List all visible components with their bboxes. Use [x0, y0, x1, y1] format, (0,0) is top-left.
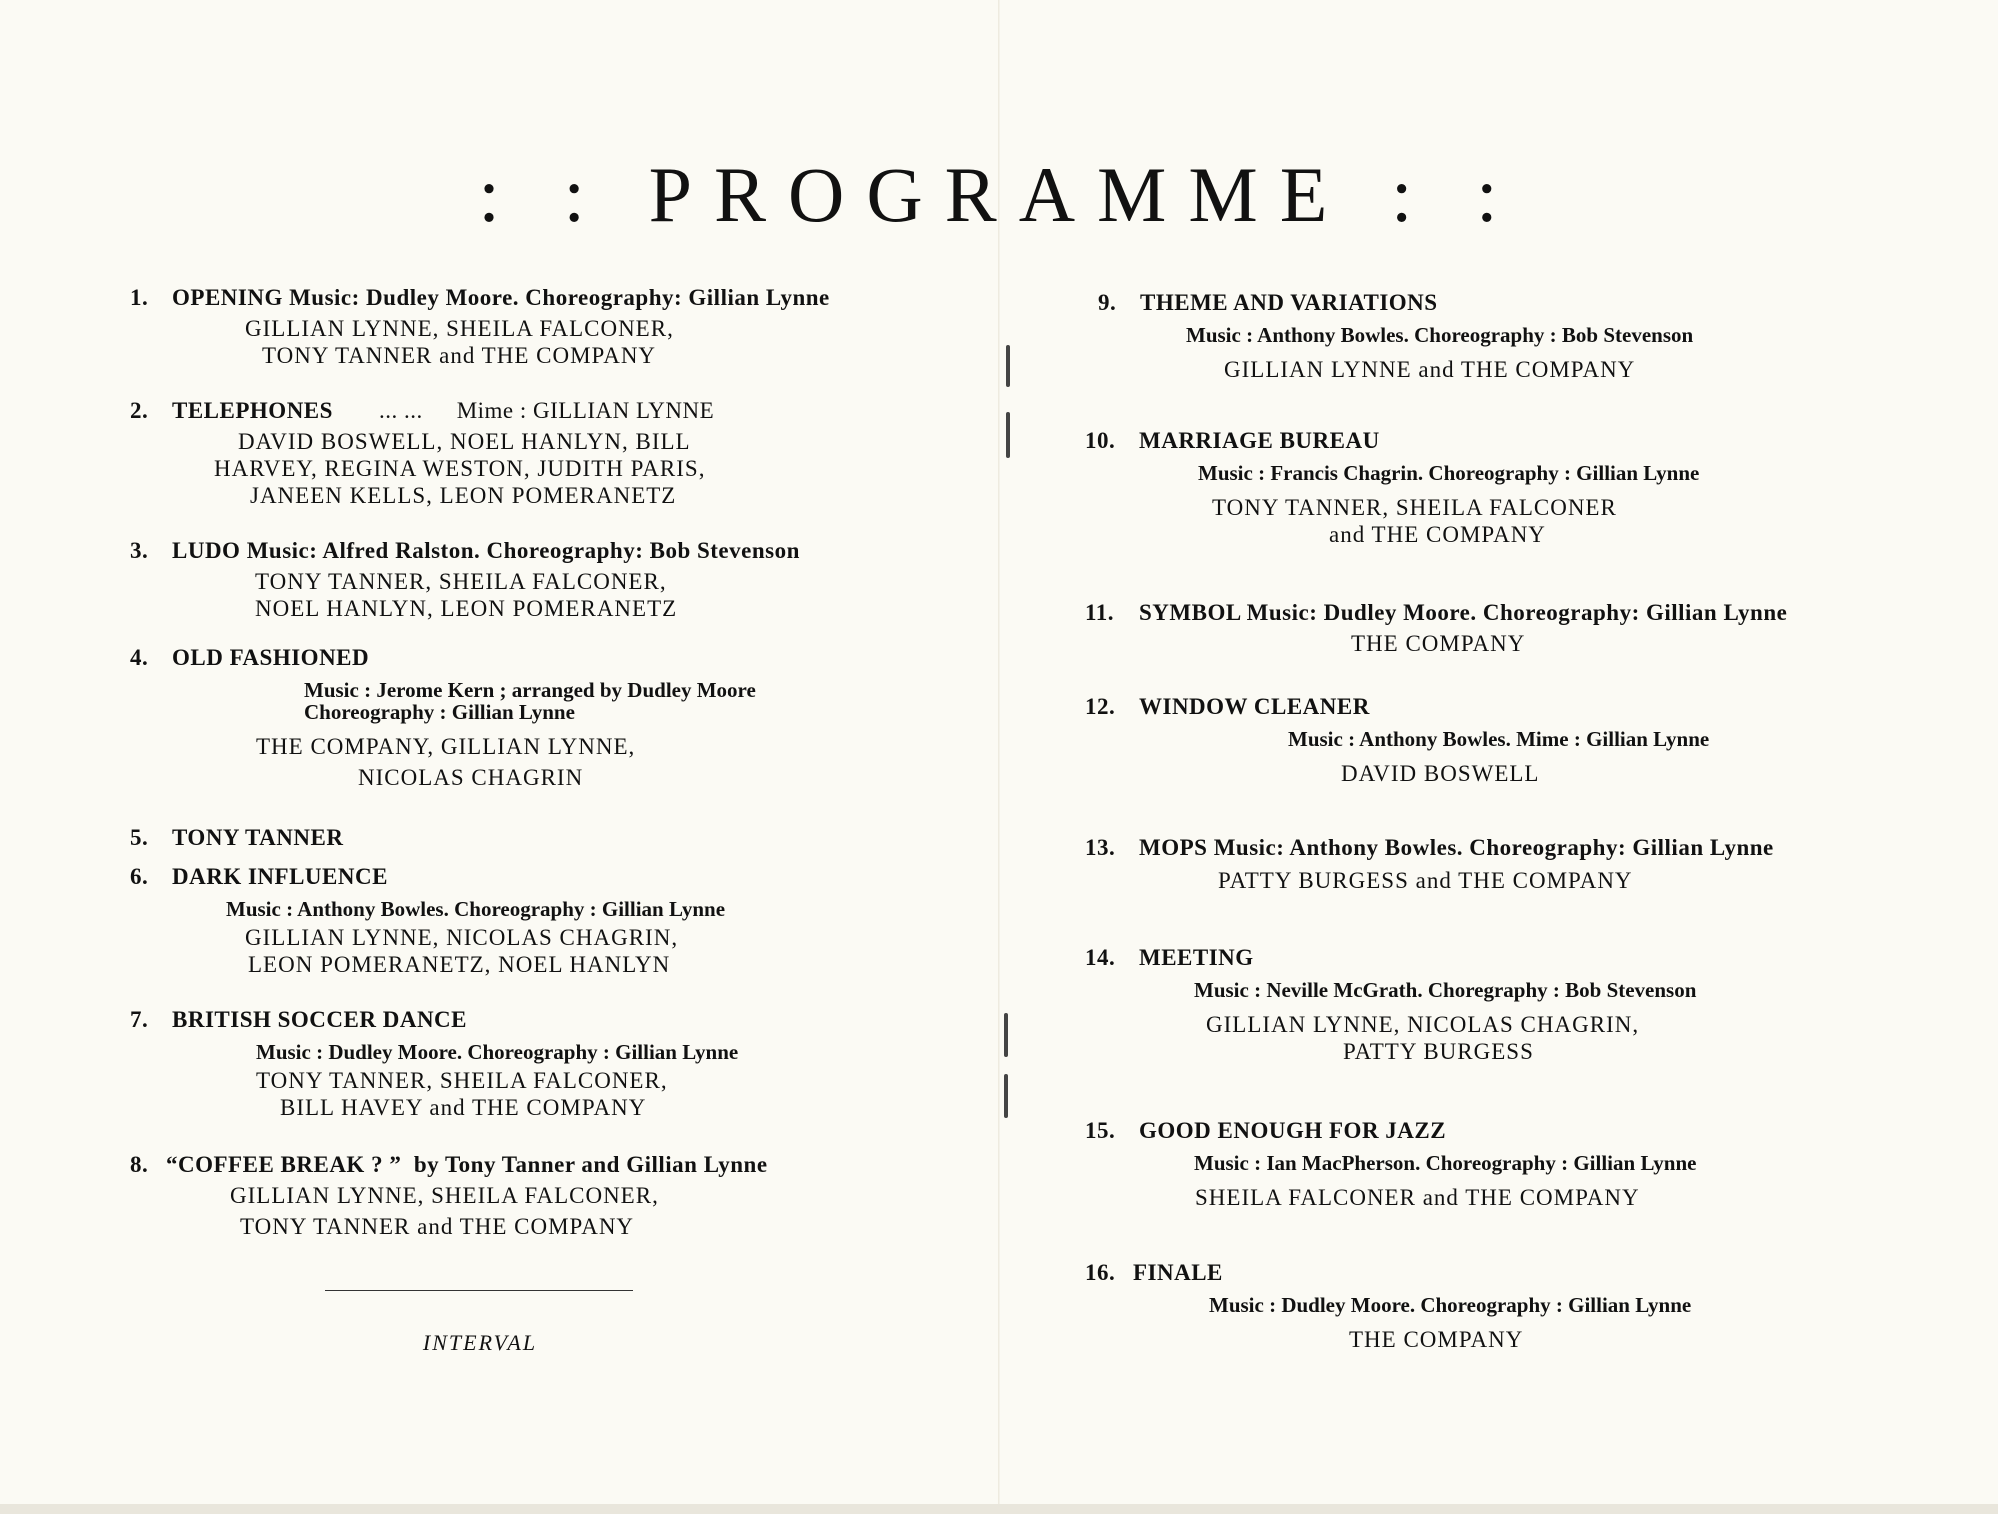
binding-mark [1004, 1074, 1008, 1118]
item-number: 11. [1085, 600, 1114, 625]
item-number: 7. [130, 1007, 149, 1032]
item-heading: SYMBOL Music: Dudley Moore. Choreography: Gillian Lynne [1139, 600, 1788, 625]
programme-item-4 [130, 645, 756, 791]
cast-line: TONY TANNER, SHEILA FALCONER [1212, 495, 1617, 520]
cast-line: NICOLAS CHAGRIN [358, 765, 584, 790]
programme-item-6 [130, 864, 725, 978]
programme-item-8 [130, 1152, 768, 1240]
credit-line: Music : Neville McGrath. Choregraphy : Bob Stevenson [1194, 978, 1697, 1002]
item-heading: OLD FASHIONED [172, 645, 370, 670]
item-number: 10. [1085, 428, 1116, 453]
programme-item-9 [1098, 290, 1693, 383]
cast-line: GILLIAN LYNNE and THE COMPANY [1224, 357, 1636, 382]
programme-item-15 [1085, 1118, 1696, 1211]
cast-line: TONY TANNER, SHEILA FALCONER, [255, 569, 667, 594]
item-heading: FINALE [1133, 1260, 1223, 1285]
credit-line: Music : Francis Chagrin. Choreography : Gillian Lynne [1198, 461, 1700, 485]
credit-line: Music : Dudley Moore. Choreography : Gillian Lynne [256, 1040, 739, 1064]
credit-line: Choreography : Gillian Lynne [304, 700, 575, 724]
item-heading: OPENING Music: Dudley Moore. Choreography: Gillian Lynne [172, 285, 830, 310]
item-heading: LUDO Music: Alfred Ralston. Choreography: Bob Stevenson [172, 538, 800, 563]
cast-line: NOEL HANLYN, LEON POMERANETZ [255, 596, 678, 621]
item-heading: “COFFEE BREAK ? ” by Tony Tanner and Gillian Lynne [166, 1152, 768, 1177]
item-heading: DARK INFLUENCE [172, 864, 388, 889]
leader-dots: ... ... [378, 398, 423, 423]
item-number: 12. [1085, 694, 1116, 719]
cast-line: TONY TANNER and THE COMPANY [240, 1214, 635, 1239]
mime-credit: Mime : GILLIAN LYNNE [456, 398, 715, 423]
binding-mark [1004, 1013, 1008, 1057]
cast-line: PATTY BURGESS [1343, 1039, 1534, 1064]
programme-item-3 [130, 538, 800, 622]
credit-line: Music : Anthony Bowles. Choreography : Gillian Lynne [226, 897, 726, 921]
item-heading: WINDOW CLEANER [1139, 694, 1370, 719]
interval-rule [325, 1290, 633, 1291]
programme-item-1 [130, 285, 830, 369]
credit-line: Music : Jerome Kern ; arranged by Dudley Moore [304, 678, 756, 702]
credit-line: Music : Dudley Moore. Choreography : Gillian Lynne [1209, 1293, 1692, 1317]
cast-line: GILLIAN LYNNE, NICOLAS CHAGRIN, [1206, 1012, 1640, 1037]
credit-line: Music : Anthony Bowles. Choreography : Bob Stevenson [1186, 323, 1694, 347]
programme-item-16 [1085, 1260, 1691, 1353]
cast-line: DAVID BOSWELL, NOEL HANLYN, BILL [238, 429, 691, 454]
programme-item-11 [1085, 600, 1787, 657]
item-heading: MEETING [1139, 945, 1254, 970]
page-title: : : PROGRAMME : : [478, 151, 1520, 238]
cast-line: GILLIAN LYNNE, SHEILA FALCONER, [245, 316, 674, 341]
cast-line: SHEILA FALCONER and THE COMPANY [1195, 1185, 1640, 1210]
programme-item-10 [1085, 428, 1699, 548]
cast-line: THE COMPANY, GILLIAN LYNNE, [256, 734, 636, 759]
page-edge [0, 1504, 1998, 1514]
programme-item-5 [130, 825, 343, 851]
item-heading: TELEPHONES [172, 398, 333, 423]
item-number: 13. [1085, 835, 1116, 860]
item-number: 9. [1098, 290, 1117, 315]
item-heading: MARRIAGE BUREAU [1139, 428, 1380, 453]
item-number: 5. [130, 825, 149, 850]
item-number: 2. [130, 398, 149, 423]
programme-item-7 [130, 1007, 738, 1121]
item-number: 4. [130, 645, 149, 670]
cast-line: GILLIAN LYNNE, NICOLAS CHAGRIN, [245, 925, 679, 950]
credit-line: Music : Ian MacPherson. Choreography : Gillian Lynne [1194, 1151, 1697, 1175]
item-number: 3. [130, 538, 149, 563]
item-heading: THEME AND VARIATIONS [1140, 290, 1438, 315]
credit-line: Music : Anthony Bowles. Mime : Gillian Lynne [1288, 727, 1710, 751]
cast-line: HARVEY, REGINA WESTON, JUDITH PARIS, [214, 456, 706, 481]
item-number: 6. [130, 864, 149, 889]
cast-line: TONY TANNER and THE COMPANY [262, 343, 657, 368]
cast-line: BILL HAVEY and THE COMPANY [280, 1095, 647, 1120]
binding-mark [1006, 345, 1010, 387]
item-number: 14. [1085, 945, 1116, 970]
cast-line: LEON POMERANETZ, NOEL HANLYN [248, 952, 671, 977]
cast-line: GILLIAN LYNNE, SHEILA FALCONER, [230, 1183, 659, 1208]
cast-line: JANEEN KELLS, LEON POMERANETZ [250, 483, 677, 508]
item-heading: TONY TANNER [172, 825, 344, 850]
item-heading: MOPS Music: Anthony Bowles. Choreography: Gillian Lynne [1139, 835, 1774, 860]
item-number: 16. [1085, 1260, 1116, 1285]
cast-line: PATTY BURGESS and THE COMPANY [1218, 868, 1633, 893]
cast-line: DAVID BOSWELL [1341, 761, 1540, 786]
cast-line: TONY TANNER, SHEILA FALCONER, [256, 1068, 668, 1093]
programme-item-12 [1085, 694, 1709, 787]
item-number: 8. [130, 1152, 149, 1177]
programme-item-2 [130, 398, 714, 509]
programme-item-13 [1085, 835, 1774, 894]
item-heading: GOOD ENOUGH FOR JAZZ [1139, 1118, 1447, 1143]
binding-mark [1006, 412, 1010, 458]
cast-line: THE COMPANY [1349, 1327, 1524, 1352]
programme-item-14 [1085, 945, 1696, 1065]
item-number: 1. [130, 285, 149, 310]
item-number: 15. [1085, 1118, 1116, 1143]
interval-label: INTERVAL [422, 1330, 538, 1355]
item-heading: BRITISH SOCCER DANCE [172, 1007, 468, 1032]
cast-line: and THE COMPANY [1329, 522, 1546, 547]
cast-line: THE COMPANY [1351, 631, 1526, 656]
